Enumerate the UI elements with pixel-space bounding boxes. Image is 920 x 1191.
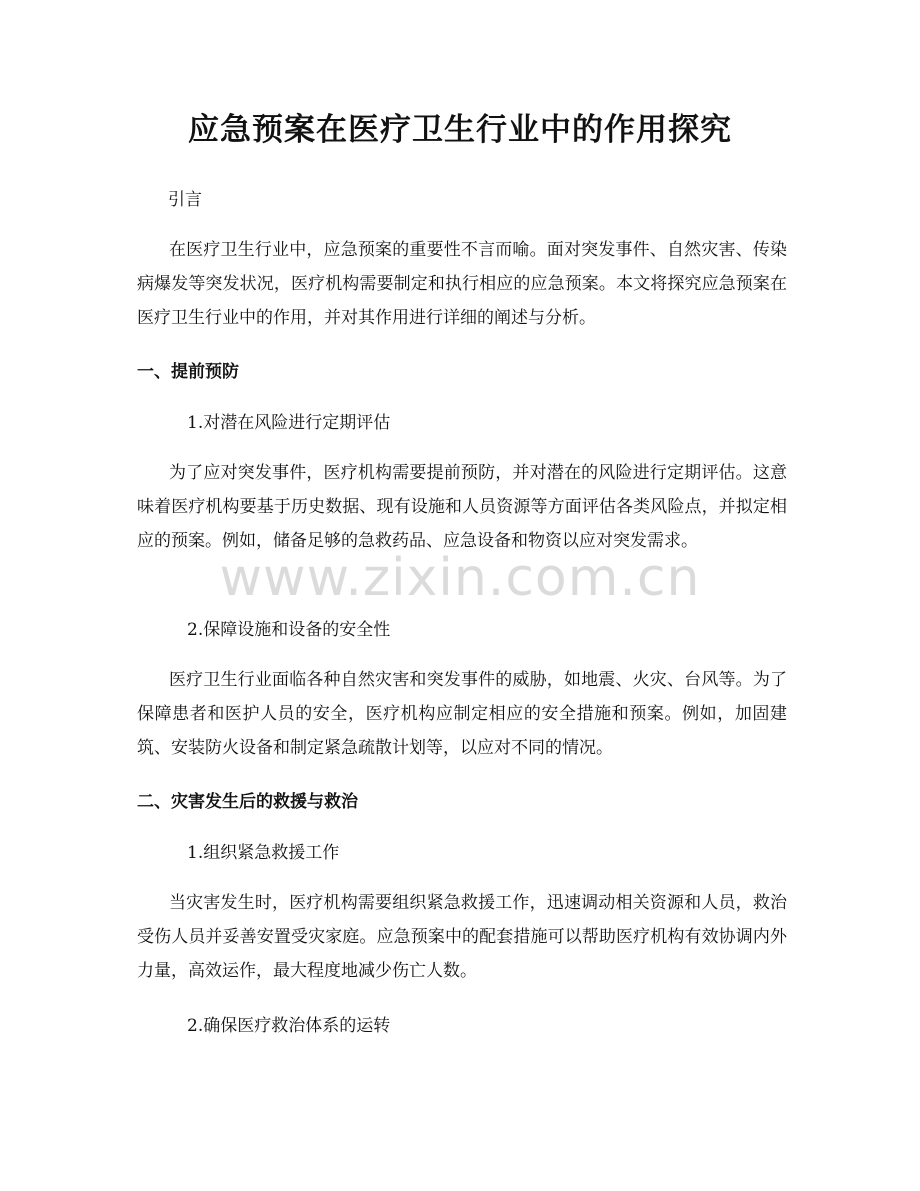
section-heading-prevention: 一、提前预防 bbox=[137, 362, 239, 382]
intro-paragraph: 在医疗卫生行业中，应急预案的重要性不言而喻。面对突发事件、自然灾害、传染病爆发等突发状况，医疗机构需要制定和执行相应的应急预案。本文将探究应急预案在医疗卫生行业中的作用，并对其作用进行详细的阐述与分析。 bbox=[137, 240, 787, 328]
document-title: 应急预案在医疗卫生行业中的作用探究 bbox=[188, 112, 732, 148]
subheading-risk-assessment: 1.对潜在风险进行定期评估 bbox=[187, 413, 391, 433]
subheading-medical-system: 2.确保医疗救治体系的运转 bbox=[187, 1016, 391, 1036]
subheading-emergency-rescue: 1.组织紧急救援工作 bbox=[187, 843, 340, 863]
subheading-facility-safety: 2.保障设施和设备的安全性 bbox=[187, 620, 391, 640]
section-heading-rescue: 二、灾害发生后的救援与救治 bbox=[137, 792, 358, 812]
paragraph-facility-safety: 医疗卫生行业面临各种自然灾害和突发事件的威胁，如地震、火灾、台风等。为了保障患者和医护人员的安全，医疗机构应制定相应的安全措施和预案。例如，加固建筑、安装防火设备和制定紧急疏散计划等，以应对不同的情况。 bbox=[137, 670, 787, 758]
intro-label: 引言 bbox=[168, 190, 202, 210]
paragraph-risk-assessment: 为了应对突发事件，医疗机构需要提前预防，并对潜在的风险进行定期评估。这意味着医疗机构要基于历史数据、现有设施和人员资源等方面评估各类风险点，并拟定相应的预案。例如，储备足够的急救药品、应急设备和物资以应对突发需求。 bbox=[137, 463, 787, 551]
watermark: www.zixin.com.cn bbox=[219, 548, 701, 608]
paragraph-emergency-rescue: 当灾害发生时，医疗机构需要组织紧急救援工作，迅速调动相关资源和人员，救治受伤人员并妥善安置受灾家庭。应急预案中的配套措施可以帮助医疗机构有效协调内外力量，高效运作，最大程度地减少伤亡人数。 bbox=[137, 893, 787, 981]
